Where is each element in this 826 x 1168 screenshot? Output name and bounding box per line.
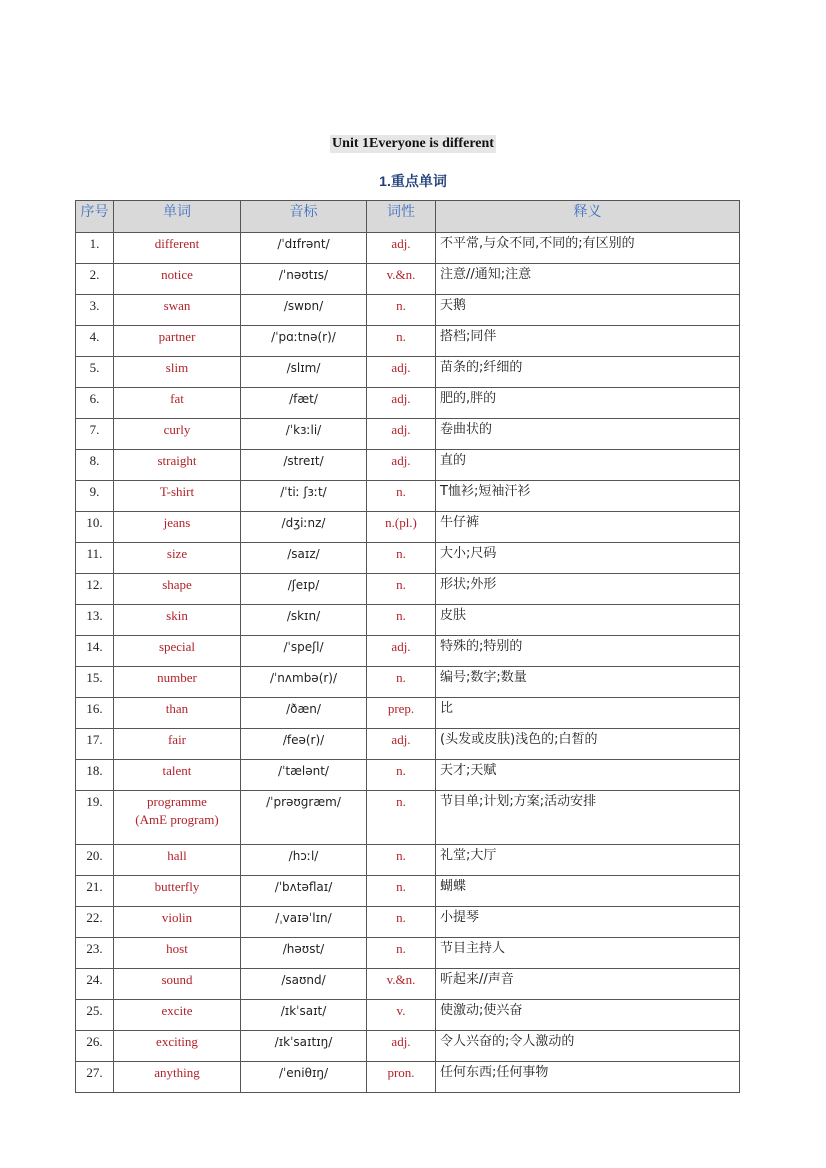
table-row [76,938,740,969]
header-word: 单词 [114,201,241,233]
row-word: shape [114,574,241,605]
row-number: 14. [76,636,114,667]
table-row [76,1062,740,1093]
row-definition: 比 [436,698,740,729]
row-definition: 卷曲状的 [436,419,740,450]
row-number: 21. [76,876,114,907]
table-row [76,698,740,729]
row-part-of-speech: v.&n. [367,264,436,295]
row-word: butterfly [114,876,241,907]
row-definition: 编号;数字;数量 [436,667,740,698]
row-part-of-speech: n. [367,845,436,876]
row-number: 19. [76,791,114,845]
row-definition: 牛仔裤 [436,512,740,543]
row-part-of-speech: n. [367,605,436,636]
table-row [76,605,740,636]
row-number: 9. [76,481,114,512]
table-row [76,512,740,543]
row-part-of-speech: n. [367,543,436,574]
row-definition: 搭档;同伴 [436,326,740,357]
row-part-of-speech: n. [367,326,436,357]
row-number: 22. [76,907,114,938]
table-body [76,233,740,1093]
table-row [76,636,740,667]
row-word [114,791,241,845]
row-definition: 直的 [436,450,740,481]
row-phonetic: /fæt/ [241,388,367,419]
table-row [76,667,740,698]
row-phonetic: /ˈprəʊɡræm/ [241,791,367,845]
row-phonetic: /ˈspeʃl/ [241,636,367,667]
row-part-of-speech: adj. [367,419,436,450]
row-word: straight [114,450,241,481]
row-word: violin [114,907,241,938]
row-phonetic: /ˈdɪfrənt/ [241,233,367,264]
row-phonetic: /hɔːl/ [241,845,367,876]
row-definition: 使激动;使兴奋 [436,1000,740,1031]
table-row [76,233,740,264]
row-phonetic: /ˌvaɪəˈlɪn/ [241,907,367,938]
row-definition: 令人兴奋的;令人激动的 [436,1031,740,1062]
row-number: 2. [76,264,114,295]
row-word: anything [114,1062,241,1093]
row-part-of-speech: n. [367,481,436,512]
row-word: hall [114,845,241,876]
section-title: 1.重点单词 [379,173,447,189]
row-part-of-speech: n. [367,295,436,326]
row-word-line1: programme [147,794,207,809]
row-word: partner [114,326,241,357]
row-phonetic: /ˈtælənt/ [241,760,367,791]
row-definition: 节目单;计划;方案;活动安排 [436,791,740,845]
row-definition: 大小;尺码 [436,543,740,574]
row-number: 12. [76,574,114,605]
row-word: skin [114,605,241,636]
table-row [76,574,740,605]
table-row [76,1000,740,1031]
row-definition: 小提琴 [436,907,740,938]
row-definition: 天鹅 [436,295,740,326]
row-definition: 天才;天赋 [436,760,740,791]
row-definition: 形状;外形 [436,574,740,605]
row-word: special [114,636,241,667]
row-phonetic: /ʃeɪp/ [241,574,367,605]
row-part-of-speech: n. [367,760,436,791]
table-row [76,845,740,876]
row-number: 6. [76,388,114,419]
table-row [76,295,740,326]
row-definition: 礼堂;大厅 [436,845,740,876]
row-word: sound [114,969,241,1000]
row-definition: 任何东西;任何事物 [436,1062,740,1093]
row-number: 18. [76,760,114,791]
row-word: swan [114,295,241,326]
row-definition: 不平常,与众不同,不同的;有区别的 [436,233,740,264]
row-part-of-speech: adj. [367,636,436,667]
row-definition: 特殊的;特别的 [436,636,740,667]
row-part-of-speech: adj. [367,388,436,419]
header-ipa: 音标 [241,201,367,233]
table-row [76,1031,740,1062]
row-part-of-speech: v.&n. [367,969,436,1000]
row-word: slim [114,357,241,388]
row-number: 1. [76,233,114,264]
page-title: Unit 1Everyone is different [332,136,494,151]
table-row [76,760,740,791]
row-number: 4. [76,326,114,357]
row-number: 17. [76,729,114,760]
row-phonetic: /feə(r)/ [241,729,367,760]
row-number: 23. [76,938,114,969]
table-row [76,388,740,419]
row-word: number [114,667,241,698]
row-word: excite [114,1000,241,1031]
row-phonetic: /ˈeniθɪŋ/ [241,1062,367,1093]
row-part-of-speech: adj. [367,1031,436,1062]
row-word-line2: (AmE program) [135,812,219,827]
row-word: host [114,938,241,969]
title-wrap [0,134,826,153]
table-row [76,357,740,388]
row-number: 16. [76,698,114,729]
row-word: T-shirt [114,481,241,512]
row-definition: (头发或皮肤)浅色的;白皙的 [436,729,740,760]
row-number: 10. [76,512,114,543]
table-header-row [76,201,740,233]
row-part-of-speech: n. [367,574,436,605]
row-number: 24. [76,969,114,1000]
row-word: notice [114,264,241,295]
row-number: 27. [76,1062,114,1093]
row-phonetic: /skɪn/ [241,605,367,636]
row-part-of-speech: n. [367,667,436,698]
row-number: 7. [76,419,114,450]
row-phonetic: /ɪkˈsaɪtɪŋ/ [241,1031,367,1062]
row-definition: 节目主持人 [436,938,740,969]
table-row [76,876,740,907]
row-definition: 蝴蝶 [436,876,740,907]
table-row [76,450,740,481]
row-part-of-speech: v. [367,1000,436,1031]
row-part-of-speech: prep. [367,698,436,729]
row-phonetic: /dʒiːnz/ [241,512,367,543]
vocabulary-table [75,200,740,1093]
row-definition: 注意//通知;注意 [436,264,740,295]
table-row [76,264,740,295]
row-definition: T恤衫;短袖汗衫 [436,481,740,512]
row-phonetic: /həʊst/ [241,938,367,969]
row-number: 25. [76,1000,114,1031]
row-phonetic: /ˈnʌmbə(r)/ [241,667,367,698]
table-row [76,543,740,574]
row-word: fat [114,388,241,419]
row-word: jeans [114,512,241,543]
header-no: 序号 [76,201,114,233]
row-part-of-speech: n. [367,938,436,969]
row-number: 11. [76,543,114,574]
row-number: 26. [76,1031,114,1062]
row-number: 20. [76,845,114,876]
row-word: size [114,543,241,574]
table-row [76,791,740,845]
row-part-of-speech: adj. [367,450,436,481]
row-number: 5. [76,357,114,388]
row-word: talent [114,760,241,791]
row-phonetic: /ˈbʌtəflaɪ/ [241,876,367,907]
row-word: different [114,233,241,264]
row-definition: 皮肤 [436,605,740,636]
row-word: fair [114,729,241,760]
table-row [76,969,740,1000]
row-part-of-speech: adj. [367,729,436,760]
row-phonetic: /swɒn/ [241,295,367,326]
row-word: exciting [114,1031,241,1062]
header-def: 释义 [436,201,740,233]
row-part-of-speech: pron. [367,1062,436,1093]
header-pos: 词性 [367,201,436,233]
row-phonetic: /ˈkɜːli/ [241,419,367,450]
table-row [76,481,740,512]
row-definition: 听起来//声音 [436,969,740,1000]
row-part-of-speech: n.(pl.) [367,512,436,543]
row-number: 8. [76,450,114,481]
row-number: 15. [76,667,114,698]
table-row [76,907,740,938]
row-word: curly [114,419,241,450]
row-phonetic: /streɪt/ [241,450,367,481]
row-phonetic: /saɪz/ [241,543,367,574]
row-number: 13. [76,605,114,636]
row-phonetic: /ˈnəʊtɪs/ [241,264,367,295]
table-row [76,326,740,357]
row-part-of-speech: adj. [367,357,436,388]
row-part-of-speech: adj. [367,233,436,264]
row-phonetic: /ˈpɑːtnə(r)/ [241,326,367,357]
table-row [76,729,740,760]
row-phonetic: /ɪkˈsaɪt/ [241,1000,367,1031]
row-part-of-speech: n. [367,907,436,938]
row-word: than [114,698,241,729]
row-definition: 苗条的;纤细的 [436,357,740,388]
row-phonetic: /ðæn/ [241,698,367,729]
row-part-of-speech: n. [367,791,436,845]
row-number: 3. [76,295,114,326]
row-phonetic: /slɪm/ [241,357,367,388]
row-phonetic: /ˈtiː ʃɜːt/ [241,481,367,512]
row-part-of-speech: n. [367,876,436,907]
table-row [76,419,740,450]
row-phonetic: /saʊnd/ [241,969,367,1000]
row-definition: 肥的,胖的 [436,388,740,419]
